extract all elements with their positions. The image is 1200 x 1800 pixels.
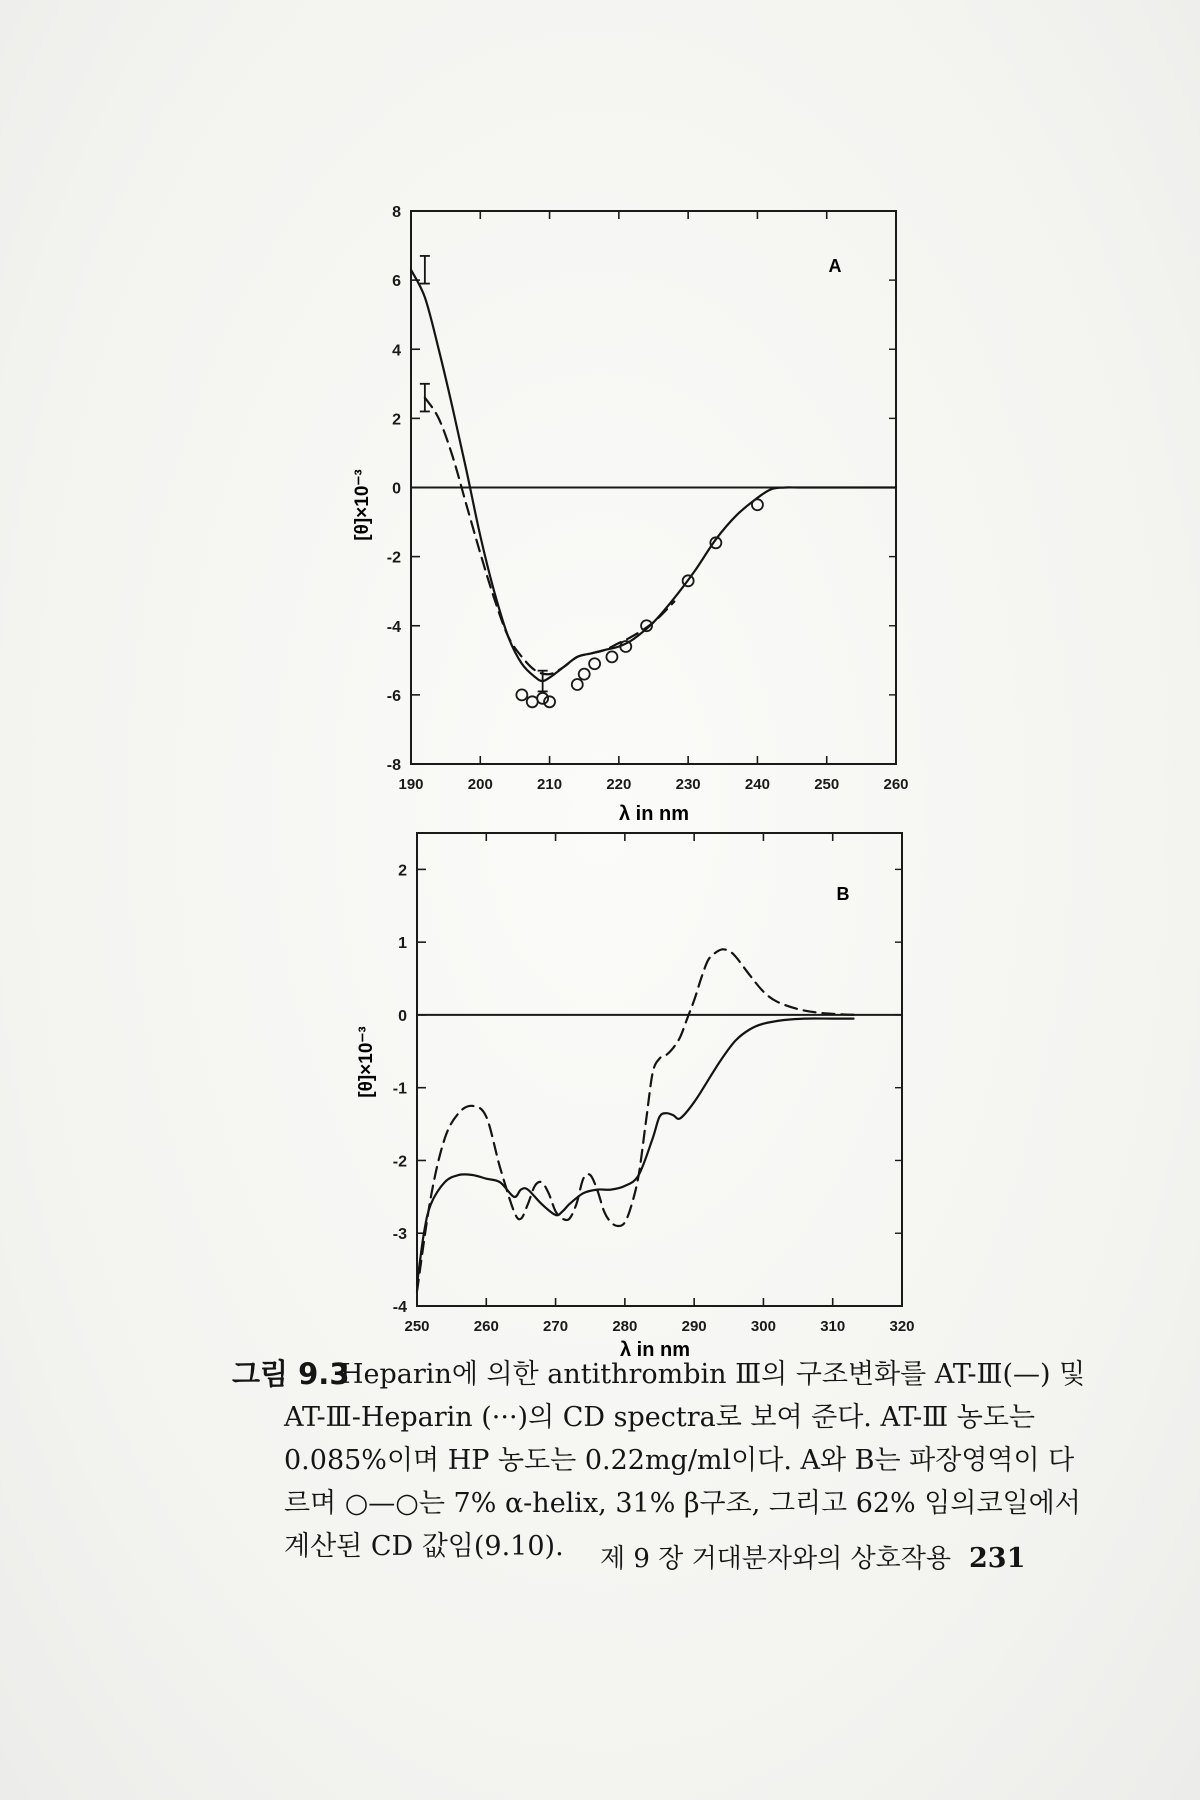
x-tick-label: 220 xyxy=(606,776,632,793)
y-tick-label: 8 xyxy=(392,204,401,221)
caption-line-4: 르며 ○—○는 7% α-helix, 31% β구조, 그리고 62% 임의코일에서 xyxy=(284,1488,1081,1519)
x-tick-label: 230 xyxy=(675,776,701,793)
caption-line-3: 0.085%이며 HP 농도는 0.22mg/ml이다. A와 B는 파장영역이 다 xyxy=(284,1445,1075,1476)
caption-label: 그림 9.3 xyxy=(232,1357,350,1391)
y-tick-label: 2 xyxy=(398,862,407,880)
x-tick-label: 240 xyxy=(744,776,770,793)
x-tick-label: 260 xyxy=(883,776,909,793)
caption-text-1: Heparin에 의한 antithrombin Ⅲ의 구조변화를 AT-Ⅲ(—) 및 xyxy=(340,1359,1086,1390)
y-tick-label: 1 xyxy=(398,935,407,953)
data-point-calculated xyxy=(516,689,527,700)
y-tick-label: -4 xyxy=(386,618,401,636)
y-tick-label: 2 xyxy=(392,411,401,429)
x-axis-title-b: λ in nm xyxy=(619,1339,691,1361)
y-tick-label: -2 xyxy=(392,1153,407,1171)
data-point-calculated xyxy=(572,679,583,690)
series-line-at3-heparin xyxy=(425,398,674,675)
y-tick-label: 0 xyxy=(392,480,401,498)
y-tick-label: -4 xyxy=(392,1299,407,1316)
data-point-calculated xyxy=(752,499,763,510)
x-tick-label: 300 xyxy=(750,1318,776,1335)
page-footer xyxy=(600,1538,1025,1575)
caption-line-5: 계산된 CD 값임(9.10). xyxy=(284,1531,564,1562)
data-point-calculated xyxy=(527,696,538,707)
y-tick-label: -6 xyxy=(386,687,401,705)
data-point-calculated xyxy=(606,651,617,662)
chart-panel-b xyxy=(356,833,915,1361)
y-tick-label: 6 xyxy=(392,273,401,291)
y-tick-label: -8 xyxy=(386,757,401,774)
data-point-calculated xyxy=(589,658,600,669)
y-axis-title-b: [θ]×10⁻³ xyxy=(356,1026,377,1098)
caption-line-1 xyxy=(232,1353,1086,1396)
panel-label-b: B xyxy=(836,884,850,904)
figure-caption xyxy=(232,1353,1086,1568)
x-tick-label: 250 xyxy=(404,1318,430,1335)
x-tick-label: 210 xyxy=(537,776,563,793)
chapter-title: 제 9 장 거대분자와의 상호작용 xyxy=(600,1544,951,1574)
x-tick-label: 270 xyxy=(543,1318,569,1335)
x-tick-label: 260 xyxy=(473,1318,499,1335)
series-line-at3 xyxy=(417,1018,854,1284)
x-tick-label: 250 xyxy=(814,776,840,793)
x-tick-label: 200 xyxy=(467,776,493,793)
series-line-at3-heparin xyxy=(417,949,860,1291)
caption-line-2: AT-Ⅲ-Heparin (···)의 CD spectra로 보여 준다. AT-Ⅲ 농도는 xyxy=(284,1402,1035,1433)
y-axis-title-a: [θ]×10⁻³ xyxy=(352,469,373,541)
y-tick-label: -3 xyxy=(392,1226,407,1244)
y-tick-label: 4 xyxy=(392,342,401,360)
x-tick-label: 190 xyxy=(398,776,424,793)
x-tick-label: 310 xyxy=(820,1318,846,1335)
x-tick-label: 280 xyxy=(612,1318,638,1335)
y-tick-label: -2 xyxy=(386,549,401,567)
plot-frame-b xyxy=(417,833,902,1306)
page-number: 231 xyxy=(969,1543,1026,1574)
x-tick-label: 290 xyxy=(681,1318,707,1335)
y-tick-label: -1 xyxy=(392,1080,407,1098)
x-axis-title-a: λ in nm xyxy=(618,803,690,825)
y-tick-label: 0 xyxy=(398,1007,407,1025)
series-line-at3 xyxy=(411,270,896,681)
data-point-calculated xyxy=(579,669,590,680)
chart-panel-a xyxy=(352,204,909,825)
x-tick-label: 320 xyxy=(889,1318,915,1335)
panel-label-a: A xyxy=(828,256,842,276)
